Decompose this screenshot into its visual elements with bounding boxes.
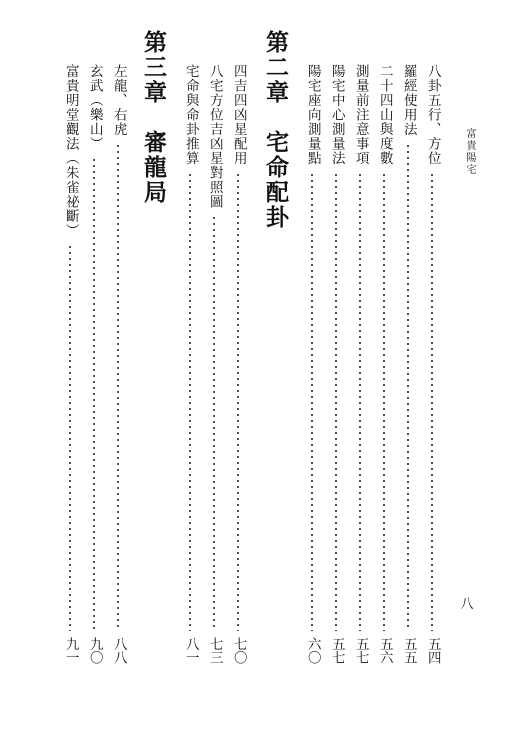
dot-leader [311,172,313,632]
toc-entry-title: 四吉四凶星配用 [230,64,247,166]
toc-entry-title: 八卦五行、方位 [424,64,441,166]
toc-entry-page: 七三 [206,637,223,664]
toc-entry[interactable] [226,64,250,664]
toc-entry-page: 七〇 [230,637,247,664]
toc-entry-title: 二十四山與度數 [376,64,393,166]
dot-leader [189,172,191,632]
toc-entry-title: 富貴明堂觀法（朱雀祕斷） [62,64,79,238]
toc-entry-page: 五五 [400,637,417,664]
toc-entry-page: 八一 [182,637,199,664]
page-number: 八 [460,597,474,612]
dot-leader [383,172,385,632]
dot-leader [431,172,433,632]
toc-entry-title: 測量前注意事項 [352,64,369,166]
running-head: 富貴陽宅 [464,128,475,176]
dot-leader [237,172,239,632]
dot-leader [359,172,361,632]
toc-entry-title: 陽宅中心測量法 [328,64,345,166]
toc-entry[interactable] [82,64,106,664]
toc-entry[interactable] [348,64,372,664]
chapter-heading: 第三章 審龍局 [140,30,166,205]
toc-entry-title: 左龍、右虎 [110,64,127,137]
toc-entry-page: 五七 [328,637,345,664]
toc-entry-title: 羅經使用法 [400,64,417,137]
toc-entry[interactable] [106,64,130,664]
toc-entry[interactable] [420,64,444,664]
chapter-heading: 第二章 宅命配卦 [262,30,288,230]
toc-entry-title: 玄武（樂山） [86,64,103,151]
toc-entry-page: 五四 [424,637,441,664]
toc-entry-title: 宅命與命卦推算 [182,64,199,166]
toc-entry-page: 五七 [352,637,369,664]
toc-entry[interactable] [178,64,202,664]
toc-entry-title: 八宅方位吉凶星對照圖 [206,64,223,209]
toc-entry[interactable] [324,64,348,664]
toc-entry-page: 五六 [376,637,393,664]
dot-leader [407,143,409,632]
toc-entry-page: 六〇 [304,637,321,664]
toc-entry-page: 八八 [110,637,127,664]
toc-entry[interactable] [396,64,420,664]
dot-leader [93,157,95,631]
toc-entry-title: 陽宅座向測量點 [304,64,321,166]
dot-leader [213,215,215,631]
toc-entry[interactable] [372,64,396,664]
toc-entry[interactable] [58,64,82,664]
dot-leader [335,172,337,632]
dot-leader [69,244,71,631]
toc-entry[interactable] [300,64,324,664]
toc-entry-page: 九〇 [86,637,103,664]
toc-entry-page: 九一 [62,637,79,664]
toc-entry[interactable] [202,64,226,664]
dot-leader [117,143,119,632]
